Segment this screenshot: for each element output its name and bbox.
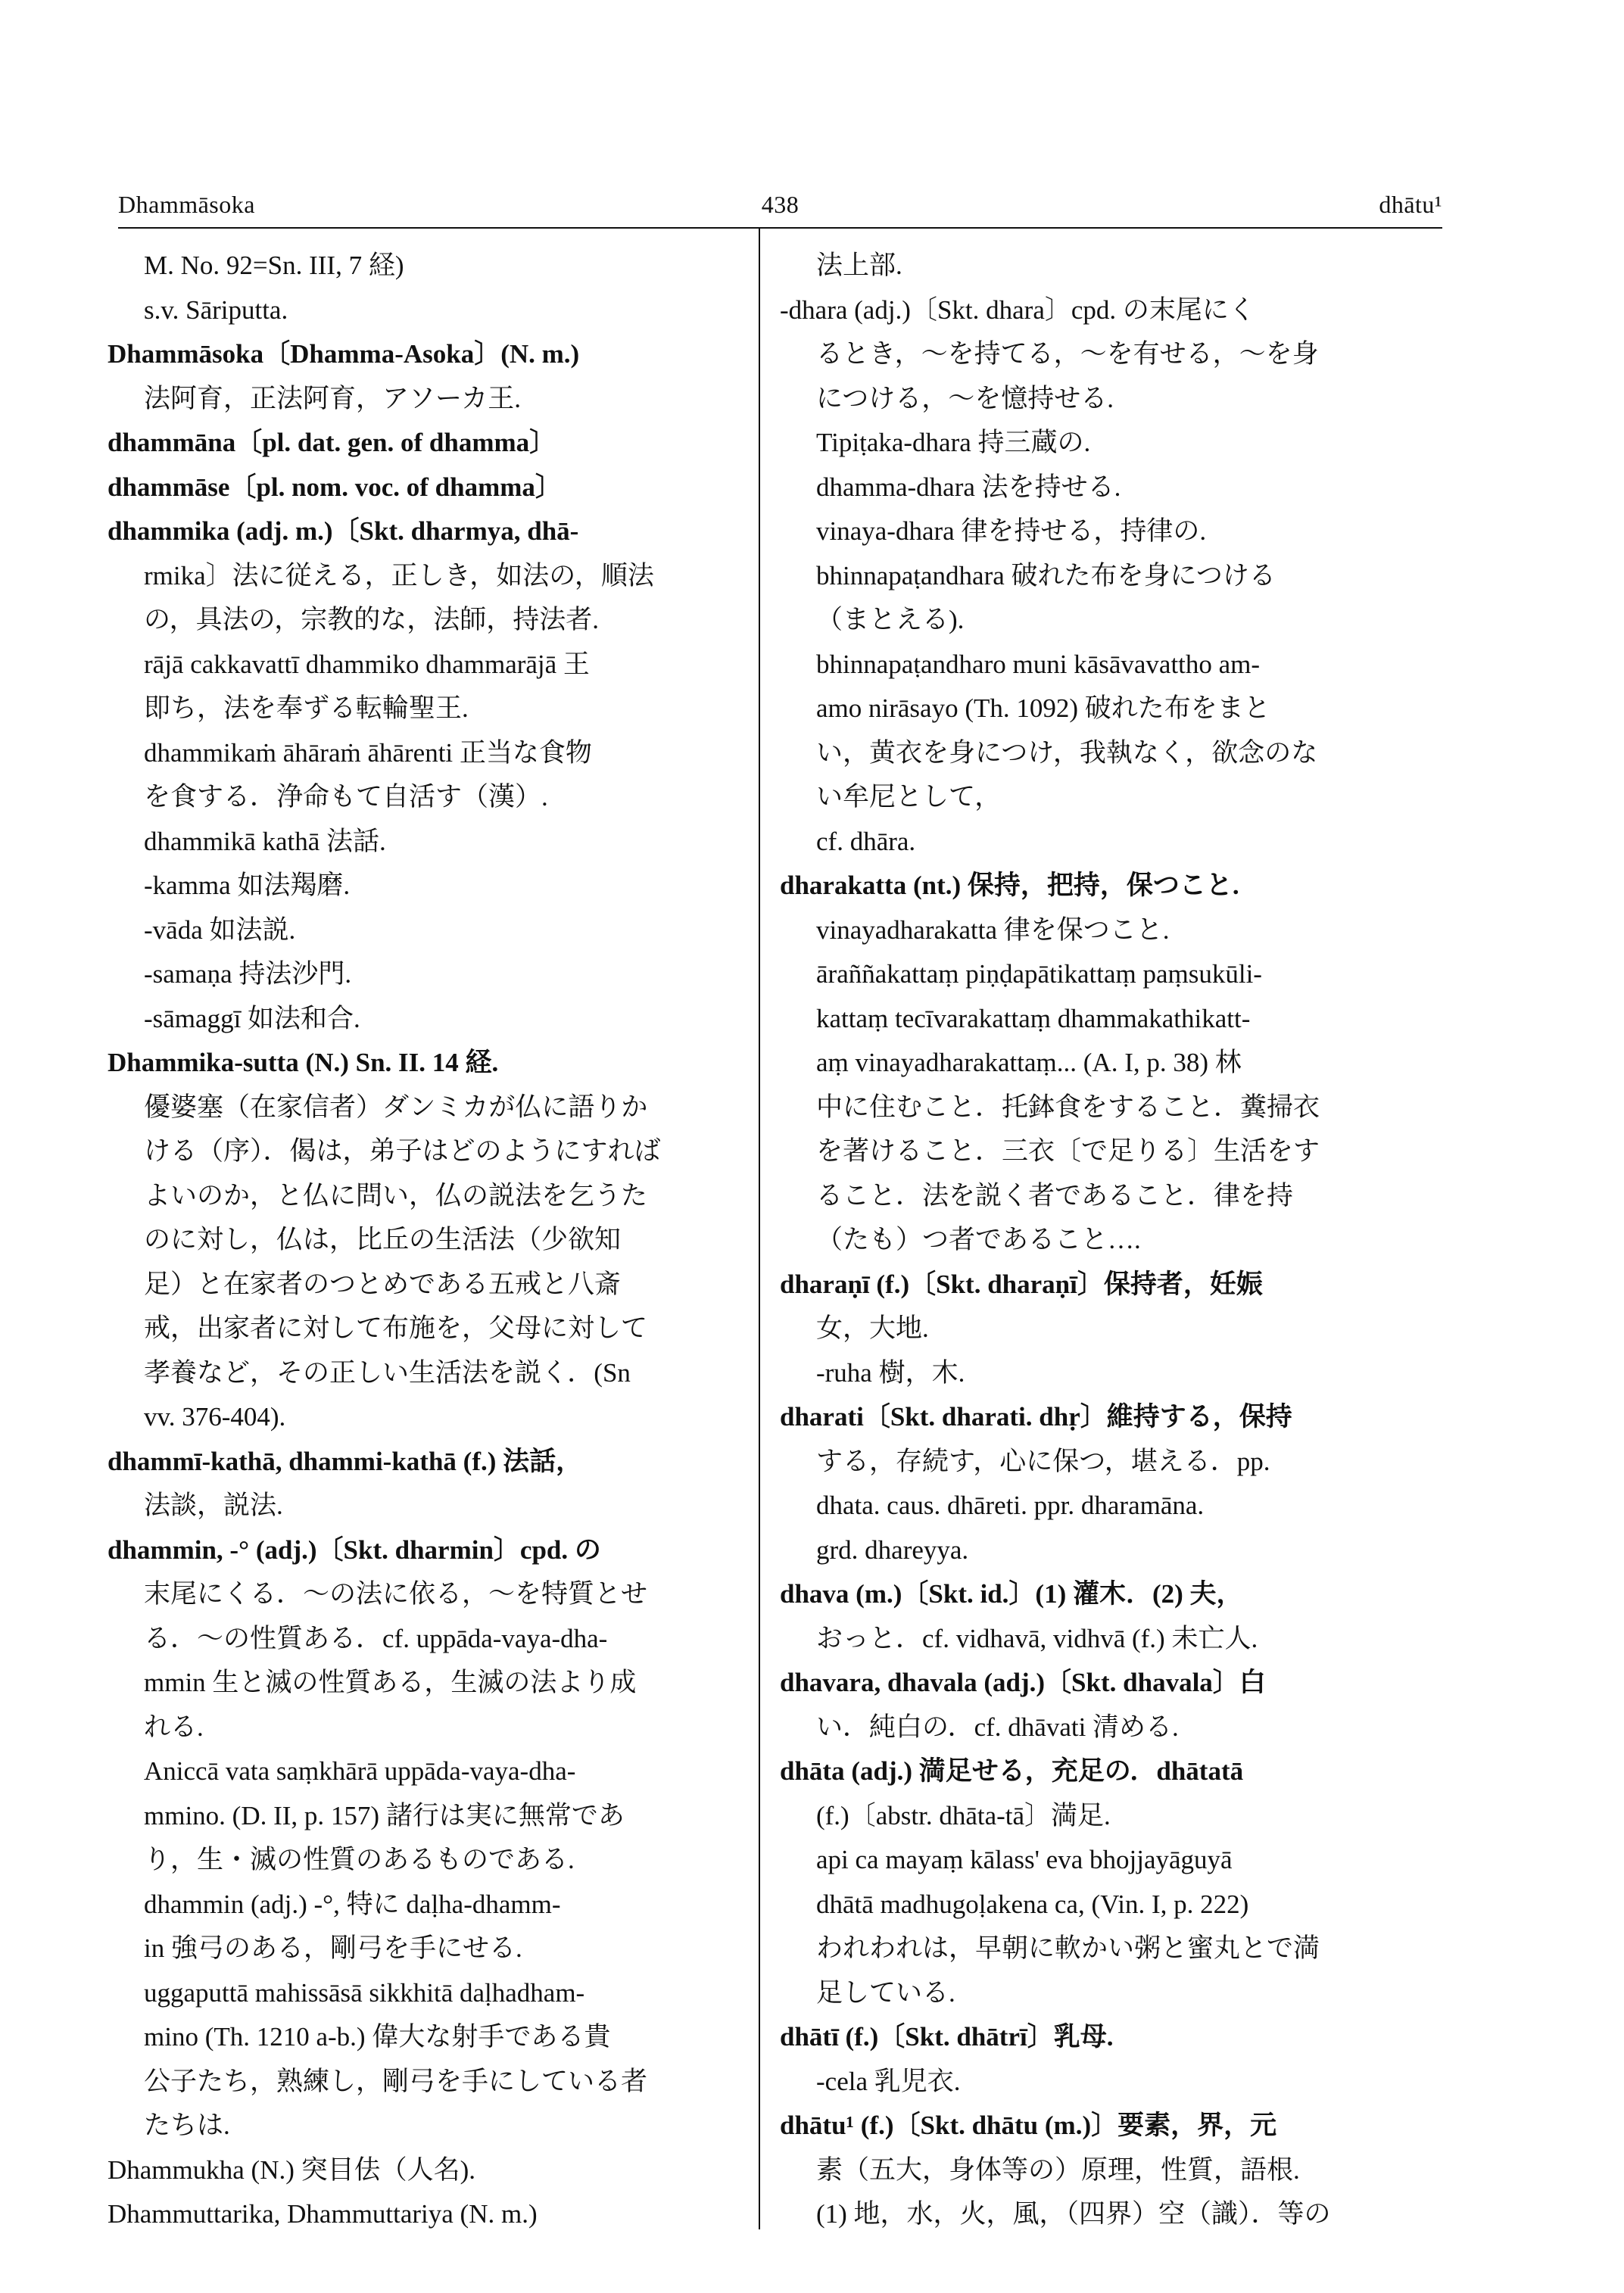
- right-column-line: dhātī (f.)〔Skt. dhātrī〕乳母.: [780, 2022, 1114, 2052]
- left-column-line: 法談，説法.: [144, 1491, 283, 1520]
- left-column-line: 戒，出家者に対して布施を，父母に対して: [144, 1313, 648, 1343]
- left-column-line: の，具法の，宗教的な，法師，持法者.: [144, 605, 599, 634]
- left-column-line: Dhammāsoka〔Dhamma-Asoka〕(N. m.): [108, 339, 580, 369]
- page-number: 438: [761, 191, 800, 218]
- right-column-line: grd. dhareyya.: [816, 1534, 969, 1565]
- left-column-line: 公子たち，熟練し，剛弓を手にしている者: [144, 2066, 648, 2096]
- left-column-line: 孝養など，その正しい生活法を説く．(Sn: [144, 1357, 631, 1388]
- right-column-line: -dhara (adj.)〔Skt. dhara〕cpd. の末尾にく: [780, 294, 1255, 325]
- right-column-line: vinaya-dhara 律を持せる，持律の.: [816, 516, 1207, 546]
- left-column-line: mino (Th. 1210 a-b.) 偉大な射手である貴: [144, 2022, 611, 2052]
- left-column-line: dhammāse〔pl. nom. voc. of dhamma〕: [108, 472, 562, 502]
- left-column-line: Aniccā vata saṃkhārā uppāda-vaya-dha-: [144, 1756, 576, 1786]
- left-column-line: mmino. (D. II, p. 157) 諸行は実に無常であ: [144, 1800, 625, 1830]
- right-column-line: dhava (m.)〔Skt. id.〕(1) 灌木．(2) 夫，: [780, 1579, 1243, 1609]
- right-column-line: Tipiṭaka-dhara 持三蔵の.: [816, 428, 1091, 457]
- right-column-line: い．純白の．cf. dhāvati 清める.: [816, 1712, 1179, 1742]
- right-column-line: cf. dhāra.: [816, 826, 916, 856]
- right-column-line: (f.)〔abstr. dhāta-tā〕満足.: [816, 1800, 1111, 1830]
- right-column-line: (1) 地，水，火，風，（四界）空（識）．等の: [816, 2199, 1331, 2229]
- right-column-line: い，黄衣を身につけ，我執なく，欲念のな: [816, 737, 1318, 768]
- right-column-line: るとき，～を持てる，～を有せる，～を身: [816, 339, 1319, 369]
- left-column-line: 末尾にくる．～の法に依る，～を特質とせ: [144, 1579, 648, 1609]
- right-column-line: dhātā madhugoḷakena ca, (Vin. I, p. 222): [816, 1889, 1249, 1919]
- right-column-line: につける，～を憶持せる.: [816, 383, 1114, 413]
- running-header: [118, 191, 1442, 227]
- left-column-line: Dhammika-sutta (N.) Sn. II. 14 経.: [108, 1048, 499, 1077]
- left-column-line: る．～の性質ある．cf. uppāda-vaya-dha-: [144, 1623, 608, 1653]
- right-column-line: 女，大地.: [816, 1313, 929, 1343]
- header-right-guide-word: dhātu¹: [1379, 191, 1442, 218]
- right-column-line: āraññakattaṃ piṇḍapātikattaṃ paṃsukūli-: [816, 959, 1262, 989]
- right-column-line: われわれは，早朝に軟かい粥と蜜丸とで満: [816, 1933, 1320, 1963]
- right-column-line: dhātu¹ (f.)〔Skt. dhātu (m.)〕要素，界，元: [780, 2111, 1277, 2140]
- left-column-line: 優婆塞（在家信者）ダンミカが仏に語りか: [144, 1092, 648, 1122]
- right-column-line: -ruha 樹，木.: [816, 1357, 965, 1388]
- right-column-line: 法上部.: [816, 251, 902, 280]
- right-column-line: ること．法を説く者であること．律を持: [816, 1180, 1294, 1210]
- right-column-line: 素（五大，身体等の）原理，性質，語根.: [816, 2154, 1300, 2185]
- right-column-line: amo nirāsayo (Th. 1092) 破れた布をまと: [816, 693, 1270, 723]
- left-column-line: uggaputtā mahissāsā sikkhitā daḷhadham-: [144, 1977, 585, 2008]
- left-column-line: vv. 376-404).: [144, 1402, 286, 1432]
- left-column-line: dhammikā kathā 法話.: [144, 826, 386, 856]
- right-column-line: aṃ vinayadharakattaṃ... (A. I, p. 38) 林: [816, 1048, 1242, 1077]
- left-column-line: M. No. 92=Sn. III, 7 経): [144, 251, 404, 280]
- left-column-line: -samaṇa 持法沙門.: [144, 959, 352, 989]
- left-column-line: dhammāna〔pl. dat. gen. of dhamma〕: [108, 428, 556, 457]
- left-column-line: 法阿育，正法阿育，アソーカ王.: [144, 383, 522, 413]
- right-column-line: kattaṃ tecīvarakattaṃ dhammakathikatt-: [816, 1003, 1251, 1033]
- right-column-line: （まとえる).: [816, 605, 965, 634]
- column-divider: [759, 227, 760, 2229]
- left-column-line: dhammī-kathā, dhammi-kathā (f.) 法話，: [108, 1446, 583, 1476]
- left-column-line: mmin 生と滅の性質ある，生滅の法より成: [144, 1668, 637, 1697]
- left-column-line: たちは.: [144, 2111, 230, 2140]
- left-column-line: のに対し，仏は，比丘の生活法（少欲知: [144, 1225, 622, 1254]
- left-column-line: り，生・滅の性質のあるものである.: [144, 1845, 575, 1874]
- left-column-line: れる.: [144, 1712, 204, 1742]
- left-column-line: s.v. Sāriputta.: [144, 294, 288, 325]
- right-column-line: 中に住むこと．托鉢食をすること．糞掃衣: [816, 1092, 1320, 1122]
- left-column-line: 即ち，法を奉ずる転輪聖王.: [144, 693, 469, 723]
- right-column-line: 足している.: [816, 1977, 955, 2008]
- left-column-line: rājā cakkavattī dhammiko dhammarājā 王: [144, 649, 590, 679]
- right-column-line: vinayadharakatta 律を保つこと.: [816, 914, 1170, 945]
- left-column-line: dhammin, -° (adj.)〔Skt. dharmin〕cpd. の: [108, 1534, 601, 1565]
- right-column-line: api ca mayaṃ kālass' eva bhojjayāguyā: [816, 1845, 1233, 1874]
- left-column-line: Dhammuttarika, Dhammuttariya (N. m.): [108, 2199, 538, 2229]
- right-column-line: dhamma-dhara 法を持せる.: [816, 472, 1121, 502]
- header-rule: [118, 227, 1442, 229]
- left-column-line: -vāda 如法説.: [144, 914, 296, 945]
- right-column-line: dhāta (adj.) 満足せる，充足の．dhātatā: [780, 1756, 1244, 1786]
- left-column-line: dhammin (adj.) -°, 特に daḷha-dhamm-: [144, 1889, 561, 1919]
- right-column-line: dharakatta (nt.) 保持，把持，保つこと.: [780, 871, 1239, 900]
- left-column-line: rmika〕法に従える，正しき，如法の，順法: [144, 560, 654, 590]
- right-column: [780, 244, 1414, 2237]
- left-column-line: を食する．浄命もて自活す（漢）.: [144, 782, 548, 812]
- left-column-line: -kamma 如法羯磨.: [144, 871, 351, 900]
- left-column-line: よいのか，と仏に問い，仏の説法を乞うた: [144, 1180, 648, 1210]
- right-column-line: おっと．cf. vidhavā, vidhvā (f.) 未亡人.: [816, 1623, 1258, 1653]
- right-column-line: bhinnapaṭandhara 破れた布を身につける: [816, 560, 1276, 590]
- right-column-line: dharati〔Skt. dharati. dhṛ〕維持する，保持: [780, 1402, 1292, 1432]
- left-column-line: dhammika (adj. m.)〔Skt. dharmya, dhā-: [108, 516, 579, 546]
- right-column-line: い牟尼として，: [816, 782, 1002, 812]
- right-column-line: dhavara, dhavala (adj.)〔Skt. dhavala〕白: [780, 1668, 1266, 1697]
- right-column-line: dhata. caus. dhāreti. ppr. dharamāna.: [816, 1491, 1205, 1520]
- right-column-line: dharaṇī (f.)〔Skt. dharaṇī〕保持者，妊娠: [780, 1269, 1263, 1299]
- left-column-line: -sāmaggī 如法和合.: [144, 1003, 360, 1033]
- right-column-line: -cela 乳児衣.: [816, 2066, 961, 2096]
- left-column-line: in 強弓のある，剛弓を手にせる.: [144, 1933, 522, 1963]
- left-column-line: Dhammukha (N.) 突目佉（人名).: [108, 2154, 476, 2185]
- right-column-line: bhinnapaṭandharo muni kāsāvavattho am-: [816, 649, 1261, 679]
- left-column-line: 足）と在家者のつとめである五戒と八斎: [144, 1269, 622, 1299]
- right-column-line: する，存続す，心に保つ，堪える．pp.: [816, 1446, 1270, 1476]
- right-column-line: （たも）つ者であること….: [816, 1225, 1141, 1254]
- left-column-line: dhammikaṁ āhāraṁ āhārenti 正当な食物: [144, 737, 592, 768]
- left-column: [108, 244, 742, 2237]
- right-column-line: を著けること．三衣〔で足りる〕生活をす: [816, 1136, 1320, 1166]
- left-column-line: ける（序）．偈は，弟子はどのようにすれば: [144, 1136, 661, 1166]
- header-left-guide-word: Dhammāsoka: [118, 191, 255, 218]
